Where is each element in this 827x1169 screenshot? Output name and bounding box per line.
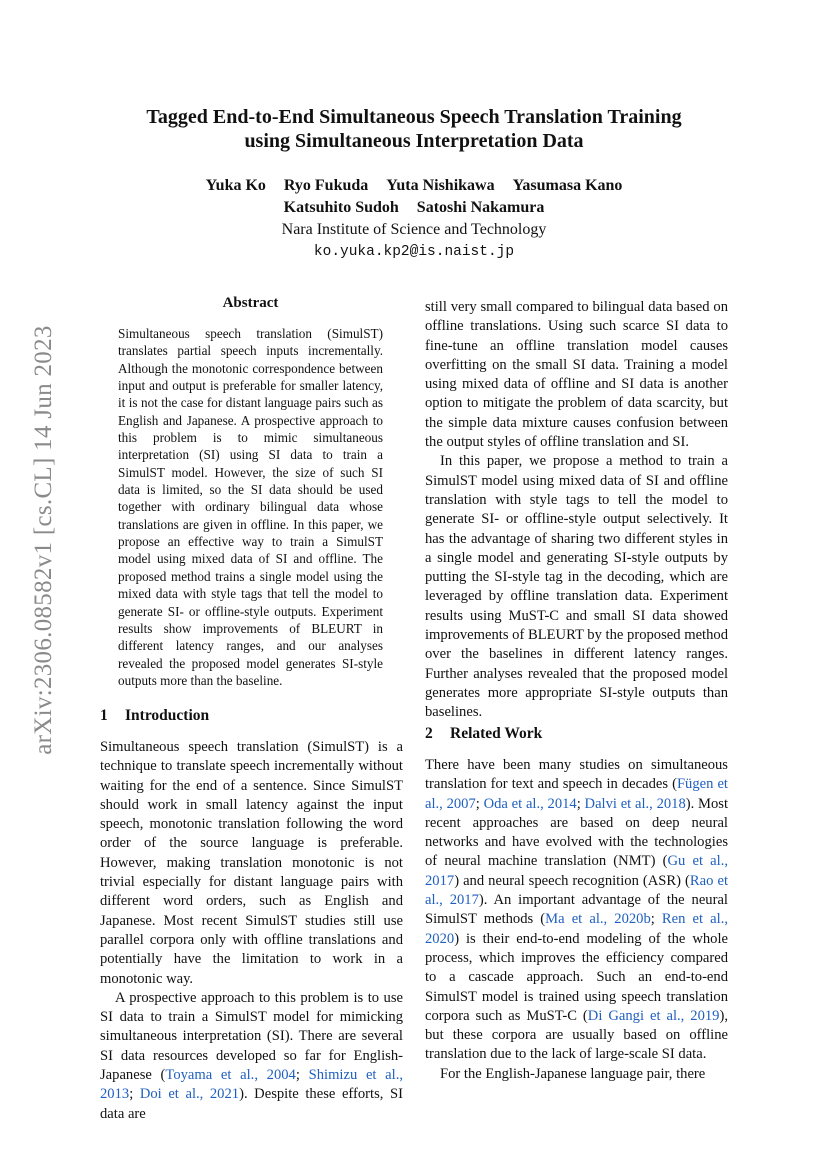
intro-paragraph-2 xyxy=(100,989,403,1124)
abstract-heading: Abstract xyxy=(222,295,279,311)
abstract-text: Simultaneous speech translation (SimulST) translates partial speech inputs incrementally. Although the monotonic correspondence between input and output is preferable for smaller latency, it is not the case for distant language pairs such as English and Japanese. A prospective approach to this problem is to mimic simultaneous interpretation (SI) using SI data to train a SimulST model. However, the size of such SI data is limited, so the SI data should be used together with ordinary bilingual data whose translations are given in offline. In this paper, we propose an effective way to train a SimulST model using mixed data of SI and offline. The proposed method trains a single model using the mixed data with style tags that tell the model to generate SI- or offline-style outputs. Experiment results show improvements of BLEURT in different latency ranges, and our analyses revealed the proposed model generates SI-style outputs more than the baseline. xyxy=(118,326,383,688)
citation-link[interactable]: Rao et al., 2017 xyxy=(425,872,728,909)
intro-paragraph-1: Simultaneous speech translation (SimulST) is a technique to translate speech incrementally without waiting for the end of a sentence. Since SimulST should work in small latency against the input speech, monotonic translation following the word order of the source language is preferable. However, making translation monotonic is not trivial especially for distant language pairs with different word orders, such as English and Japanese. Most recent SimulST studies still use parallel corpora only with offline translations and potentially have the limitation to work in a monotonic way. xyxy=(100,739,403,987)
paragraph-text: ). Most recent approaches are based on deep neural networks and have evolved with the technologies of neural machine translation (NMT) ( xyxy=(425,795,729,870)
citation-separator: ; xyxy=(129,1086,140,1103)
paragraph-text: ). An important advantage of the neural SimulST methods ( xyxy=(425,892,728,928)
arxiv-identifier: arXiv:2306.08582v1 [cs.CL] 14 Jun 2023 xyxy=(30,325,57,755)
citation-link[interactable]: Toyama et al., 2004 xyxy=(165,1067,296,1084)
citation-separator: ; xyxy=(295,1067,309,1084)
section-title: Related Work xyxy=(450,725,543,742)
affiliation: Nara Institute of Science and Technology xyxy=(281,221,547,238)
section-heading-related-work xyxy=(425,724,728,743)
paper-title xyxy=(100,105,728,153)
paragraph-text: There have been many studies on simultaneous translation for text and speech in decades ( xyxy=(425,757,728,793)
section-number: 2 xyxy=(425,725,433,742)
author-name: Yuka Ko xyxy=(205,177,266,194)
author-name: Ryo Fukuda xyxy=(283,177,369,194)
citation-link[interactable]: Oda et al., 2014 xyxy=(483,795,577,812)
paragraph-text: ) and neural speech recognition (ASR) ( xyxy=(454,872,690,889)
citation-link[interactable]: Di Gangi et al., 2019 xyxy=(587,1007,720,1024)
author-list-2 xyxy=(100,197,728,219)
related-heading-wrap xyxy=(425,724,728,743)
related-work-body xyxy=(425,756,728,1084)
title-line-2: using Simultaneous Interpretation Data xyxy=(244,130,584,152)
related-paragraph-1 xyxy=(425,756,728,1065)
author-block xyxy=(100,175,728,263)
paragraph-text: ). Despite these efforts, SI data are xyxy=(100,1086,403,1122)
citation-link[interactable]: Dalvi et al., 2018 xyxy=(584,795,686,812)
citation-separator: ; xyxy=(650,911,662,928)
citation-link[interactable]: Ren et al., 2020 xyxy=(425,911,728,947)
citation-link[interactable]: Doi et al., 2021 xyxy=(139,1086,240,1103)
left-column-body xyxy=(100,738,403,1124)
section-title: Introduction xyxy=(125,707,210,724)
citation-link[interactable]: Ma et al., 2020b xyxy=(545,911,651,928)
intro-heading-wrap xyxy=(100,706,403,725)
author-name: Katsuhito Sudoh xyxy=(283,199,399,216)
related-paragraph-2: For the English-Japanese language pair, there xyxy=(440,1065,706,1082)
author-email: ko.yuka.kp2@is.naist.jp xyxy=(313,244,515,260)
citation-separator: ; xyxy=(576,795,585,812)
citation-link[interactable]: Fügen et al., 2007 xyxy=(425,776,728,812)
section-number: 1 xyxy=(100,707,108,724)
author-name: Yuta Nishikawa xyxy=(386,177,495,194)
section-heading-introduction xyxy=(100,706,403,725)
intro-paragraph-3: still very small compared to bilingual data based on offline translations. Using such scarce SI data to fine-tune an offline translation model causes overfitting on the small SI data. Training a model using mixed data of offline and SI data is another option to mitigate the problem of data scarcity, but the simple data mixture causes confusion between the output styles of offline translation and SI. xyxy=(425,299,728,451)
title-line-1: Tagged End-to-End Simultaneous Speech Translation Training xyxy=(146,106,682,128)
right-column-body xyxy=(425,298,728,723)
paragraph-text: ), but these corpora are usually based on offline translation due to the lack of large-scale SI data. xyxy=(425,1007,728,1063)
citation-separator: ; xyxy=(475,795,484,812)
citation-link[interactable]: Gu et al., 2017 xyxy=(425,853,729,889)
intro-paragraph-4: In this paper, we propose a method to train a SimulST model using mixed data of SI and offline translation with style tags to tell the model to generate SI- or offline-style output selectively. It has the advantage of sharing two different styles in a single model and generating SI-style outputs by putting the SI-style tag in the decoding, which are leveraged by offline translation data. Experiment results using MuST-C and small SI data showed improvements of BLEURT by the proposed method over the baselines in different latency ranges. Further analyses revealed that the proposed model generates more appropriate SI-style outputs than baselines. xyxy=(425,453,728,721)
author-name: Yasumasa Kano xyxy=(512,177,623,194)
author-list-1 xyxy=(100,175,728,197)
author-name: Satoshi Nakamura xyxy=(416,199,545,216)
paragraph-text: A prospective approach to this problem is to use SI data to train a SimulST model for mimicking simultaneous interpretation (SI). There are several SI data resources developed so far for English-Japanese ( xyxy=(100,989,403,1084)
citation-link[interactable]: Shimizu et al., 2013 xyxy=(100,1067,404,1103)
paragraph-text: ) is their end-to-end modeling of the whole process, which improves the efficiency compared to a cascade approach. Such an end-to-end SimulST model is trained using speech translation corpora such as MuST-C ( xyxy=(425,930,728,1024)
